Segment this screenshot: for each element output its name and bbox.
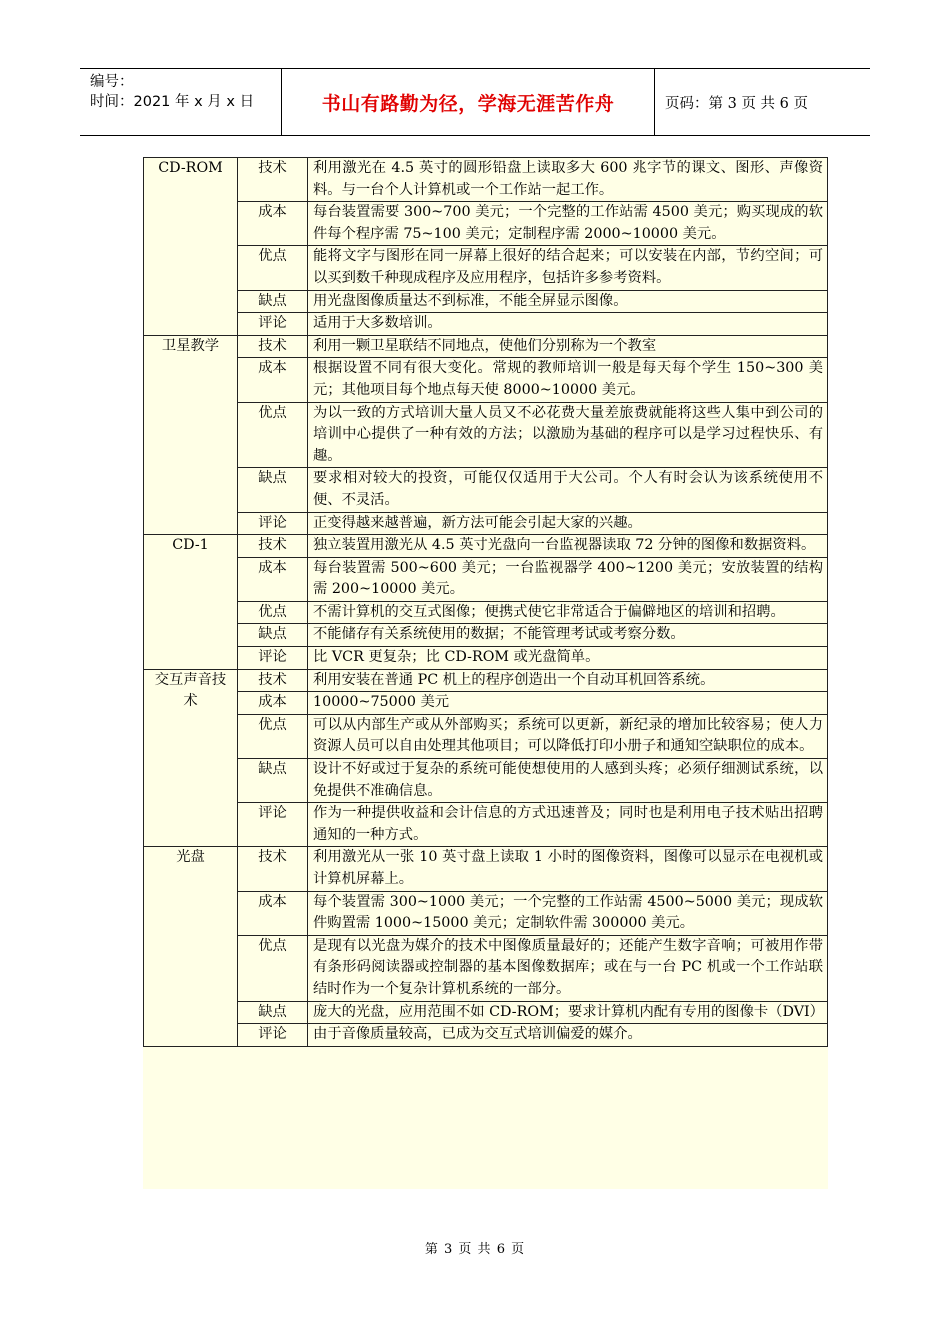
comparison-table-area bbox=[143, 157, 828, 1189]
aspect-cell: 技术 bbox=[238, 158, 308, 202]
description-cell: 比 VCR 更复杂；比 CD-ROM 或光盘简单。 bbox=[308, 647, 828, 670]
aspect-cell: 优点 bbox=[238, 714, 308, 758]
description-cell: 每个装置需 300~1000 美元；一个完整的工作站需 4500~5000 美元；现成软件购置需 1000~15000 美元；定制软件需 300000 美元。 bbox=[308, 891, 828, 935]
description-cell: 不能储存有关系统使用的数据；不能管理考试或考察分数。 bbox=[308, 624, 828, 647]
aspect-cell: 优点 bbox=[238, 601, 308, 624]
description-cell: 作为一种提供收益和会计信息的方式迅速普及；同时也是利用电子技术贴出招聘通知的一种方式。 bbox=[308, 803, 828, 847]
category-cell: CD-1 bbox=[144, 535, 238, 670]
table-row bbox=[144, 759, 828, 803]
document-date: 时间：2021 年 x 月 x 日 bbox=[90, 94, 255, 110]
table-row bbox=[144, 1024, 828, 1047]
aspect-cell: 优点 bbox=[238, 402, 308, 468]
aspect-cell: 评论 bbox=[238, 512, 308, 535]
description-cell: 利用一颗卫星联结不同地点，使他们分别称为一个教室 bbox=[308, 335, 828, 358]
description-cell: 利用激光在 4.5 英寸的圆形铅盘上读取多大 600 兆字节的课文、图形、声像资料。与一台个人计算机或一个工作站一起工作。 bbox=[308, 158, 828, 202]
category-cell: 交互声音技术 bbox=[144, 669, 238, 847]
description-cell: 不需计算机的交互式图像；便携式使它非常适合于偏僻地区的培训和招聘。 bbox=[308, 601, 828, 624]
description-cell: 每台装置需 500~600 美元；一台监视器学 400~1200 美元；安放装置的结构需 200~10000 美元。 bbox=[308, 557, 828, 601]
table-row bbox=[144, 313, 828, 336]
header-motto: 书山有路勤为径，学海无涯苦作舟 bbox=[282, 69, 655, 135]
table-row bbox=[144, 468, 828, 512]
table-row bbox=[144, 803, 828, 847]
aspect-cell: 评论 bbox=[238, 803, 308, 847]
aspect-cell: 缺点 bbox=[238, 468, 308, 512]
aspect-cell: 优点 bbox=[238, 246, 308, 290]
description-cell: 根据设置不同有很大变化。常规的教师培训一般是每天每个学生 150~300 美元；其他项目每个地点每天使 8000~10000 美元。 bbox=[308, 358, 828, 402]
table-row bbox=[144, 246, 828, 290]
table-row bbox=[144, 647, 828, 670]
table-row bbox=[144, 535, 828, 558]
aspect-cell: 技术 bbox=[238, 335, 308, 358]
table-row bbox=[144, 512, 828, 535]
description-cell: 适用于大多数培训。 bbox=[308, 313, 828, 336]
table-row bbox=[144, 290, 828, 313]
aspect-cell: 技术 bbox=[238, 535, 308, 558]
aspect-cell: 缺点 bbox=[238, 290, 308, 313]
aspect-cell: 评论 bbox=[238, 313, 308, 336]
table-row bbox=[144, 202, 828, 246]
table-row bbox=[144, 714, 828, 758]
aspect-cell: 缺点 bbox=[238, 1001, 308, 1024]
aspect-cell: 成本 bbox=[238, 557, 308, 601]
training-technology-table bbox=[143, 157, 828, 1047]
aspect-cell: 评论 bbox=[238, 1024, 308, 1047]
document-number-label: 编号： bbox=[90, 74, 134, 90]
aspect-cell: 成本 bbox=[238, 202, 308, 246]
category-cell: 光盘 bbox=[144, 847, 238, 1046]
description-cell: 每台装置需要 300~700 美元；一个完整的工作站需 4500 美元；购买现成的软件每个程序需 75~100 美元；定制程序需 2000~10000 美元。 bbox=[308, 202, 828, 246]
description-cell: 设计不好或过于复杂的系统可能使想使用的人感到头疼；必须仔细测试系统，以免提供不准确信息。 bbox=[308, 759, 828, 803]
category-cell: CD-ROM bbox=[144, 158, 238, 336]
table-row bbox=[144, 669, 828, 692]
table-row bbox=[144, 692, 828, 715]
aspect-cell: 技术 bbox=[238, 669, 308, 692]
table-row bbox=[144, 158, 828, 202]
table-row bbox=[144, 557, 828, 601]
description-cell: 用光盘图像质量达不到标准，不能全屏显示图像。 bbox=[308, 290, 828, 313]
aspect-cell: 评论 bbox=[238, 647, 308, 670]
category-cell: 卫星教学 bbox=[144, 335, 238, 534]
aspect-cell: 缺点 bbox=[238, 759, 308, 803]
table-row bbox=[144, 1001, 828, 1024]
table-row bbox=[144, 624, 828, 647]
table-row bbox=[144, 335, 828, 358]
table-row bbox=[144, 601, 828, 624]
page-header bbox=[80, 68, 870, 136]
aspect-cell: 成本 bbox=[238, 692, 308, 715]
description-cell: 能将文字与图形在同一屏幕上很好的结合起来；可以安装在内部，节约空间；可以买到数千种现成程序及应用程序，包括许多参考资料。 bbox=[308, 246, 828, 290]
table-row bbox=[144, 358, 828, 402]
description-cell: 利用安装在普通 PC 机上的程序创造出一个自动耳机回答系统。 bbox=[308, 669, 828, 692]
description-cell: 可以从内部生产或从外部购买；系统可以更新，新纪录的增加比较容易；使人力资源人员可以自由处理其他项目；可以降低打印小册子和通知空缺职位的成本。 bbox=[308, 714, 828, 758]
description-cell: 利用激光从一张 10 英寸盘上读取 1 小时的图像资料，图像可以显示在电视机或计算机屏幕上。 bbox=[308, 847, 828, 891]
header-page-info: 页码：第 3 页 共 6 页 bbox=[665, 95, 808, 112]
description-cell: 庞大的光盘，应用范围不如 CD-ROM；要求计算机内配有专用的图像卡（DVI） bbox=[308, 1001, 828, 1024]
description-cell: 要求相对较大的投资，可能仅仅适用于大公司。个人有时会认为该系统使用不便、不灵活。 bbox=[308, 468, 828, 512]
aspect-cell: 优点 bbox=[238, 935, 308, 1001]
description-cell: 正变得越来越普遍，新方法可能会引起大家的兴趣。 bbox=[308, 512, 828, 535]
header-meta bbox=[80, 69, 282, 135]
table-row bbox=[144, 891, 828, 935]
aspect-cell: 技术 bbox=[238, 847, 308, 891]
aspect-cell: 缺点 bbox=[238, 624, 308, 647]
description-cell: 由于音像质量较高，已成为交互式培训偏爱的媒介。 bbox=[308, 1024, 828, 1047]
description-cell: 10000~75000 美元 bbox=[308, 692, 828, 715]
aspect-cell: 成本 bbox=[238, 358, 308, 402]
page-footer: 第 3 页 共 6 页 bbox=[424, 1242, 526, 1257]
description-cell: 为以一致的方式培训大量人员又不必花费大量差旅费就能将这些人集中到公司的培训中心提供了一种有效的方法；以激励为基础的程序可以是学习过程快乐、有趣。 bbox=[308, 402, 828, 468]
table-row bbox=[144, 935, 828, 1001]
aspect-cell: 成本 bbox=[238, 891, 308, 935]
table-row bbox=[144, 402, 828, 468]
description-cell: 是现有以光盘为媒介的技术中图像质量最好的；还能产生数字音响；可被用作带有条形码阅读器或控制器的基本图像数据库；或在与一台 PC 机或一个工作站联结时作为一个复杂计算机系统的一部分。 bbox=[308, 935, 828, 1001]
table-row bbox=[144, 847, 828, 891]
description-cell: 独立装置用激光从 4.5 英寸光盘向一台监视器读取 72 分钟的图像和数据资料。 bbox=[308, 535, 828, 558]
